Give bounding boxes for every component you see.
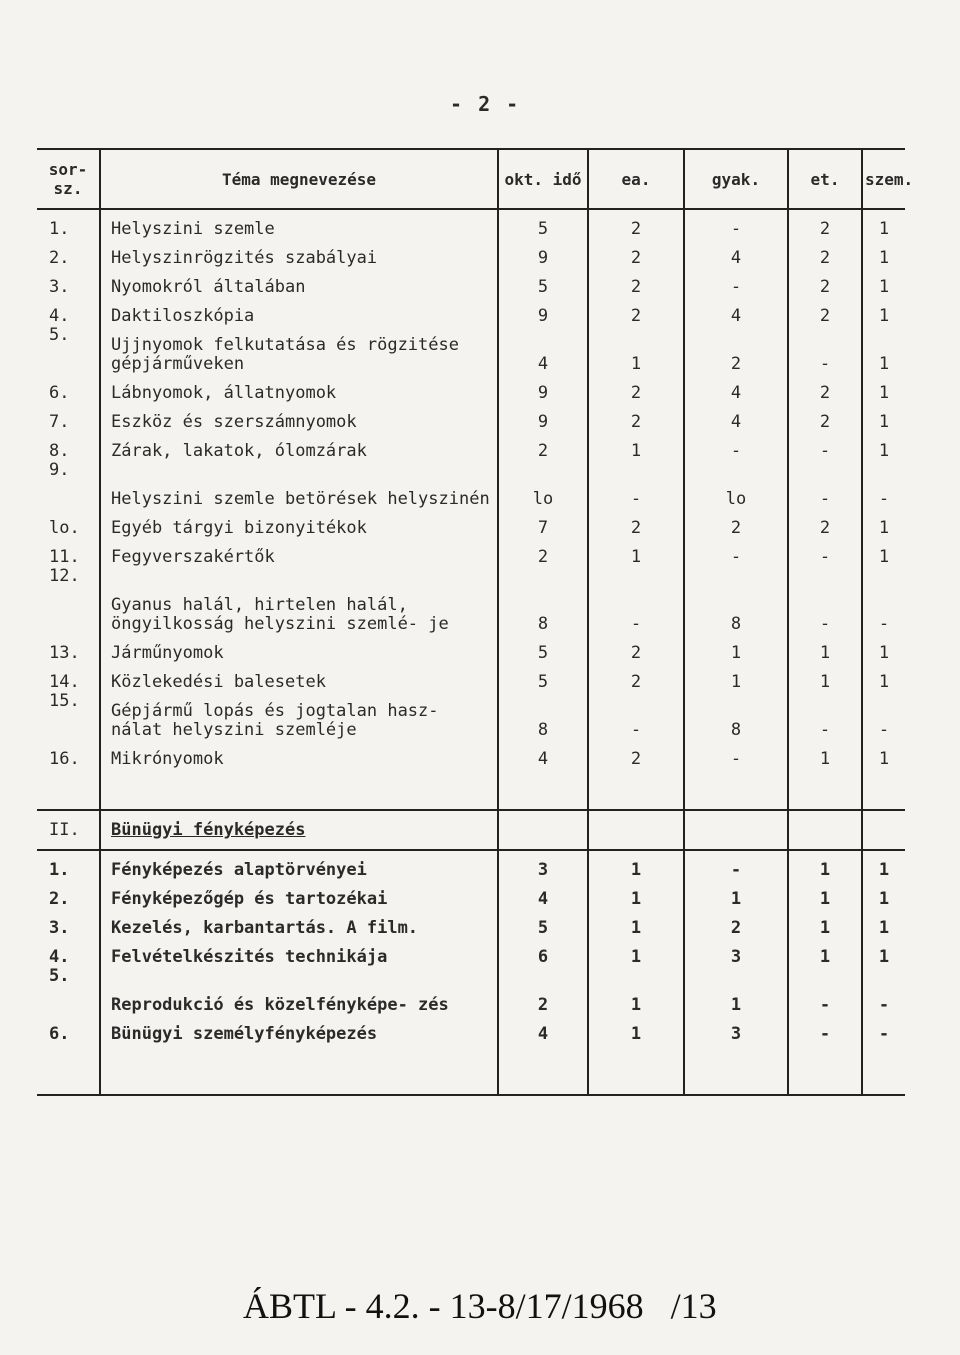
table-row [37,461,905,509]
row-number: 3. [49,277,70,297]
row-ea: 1 [588,909,684,938]
row-time: 5 [498,663,588,692]
row-et: 1 [788,909,862,938]
row-ea: 1 [588,326,684,374]
row-gyak: 1 [684,880,788,909]
row-gyak: 4 [684,297,788,326]
row-szem: - [862,967,905,1015]
row-gyak: 2 [684,509,788,538]
row-et: 1 [788,850,862,880]
row-gyak: 3 [684,1015,788,1044]
row-number: 14. [49,672,80,692]
row-et: 1 [788,880,862,909]
table-row [37,567,905,634]
row-szem: 1 [862,268,905,297]
row-szem: 1 [862,326,905,374]
row-ea: 2 [588,663,684,692]
row-szem: 1 [862,880,905,909]
row-number: 4. [49,947,70,967]
row-szem: 1 [862,297,905,326]
row-ea: - [588,692,684,740]
row-gyak: - [684,850,788,880]
table-row [37,909,905,938]
row-gyak: - [684,268,788,297]
row-topic: Nyomokról általában [100,268,498,297]
table-row [37,740,905,769]
row-time: 4 [498,1015,588,1044]
row-time: 3 [498,850,588,880]
row-et: - [788,461,862,509]
row-ea: 2 [588,374,684,403]
row-szem: 1 [862,663,905,692]
row-number: 15. [49,691,80,711]
row-ea: 1 [588,1015,684,1044]
row-szem: 1 [862,909,905,938]
section-number: II. [37,810,100,850]
table-row [37,938,905,967]
row-szem: 1 [862,850,905,880]
row-szem: 1 [862,432,905,461]
row-time: 9 [498,374,588,403]
row-topic: Fényképezőgép és tartozékai [100,880,498,909]
row-number: 2. [49,248,70,268]
row-et: 2 [788,374,862,403]
row-time: 4 [498,326,588,374]
row-number: 8. [49,441,70,461]
row-time: 9 [498,239,588,268]
col-header-ea: ea. [588,149,684,209]
row-number: 5. [49,325,70,345]
row-time: 2 [498,538,588,567]
row-szem: 1 [862,509,905,538]
row-et: 1 [788,663,862,692]
row-number: 5. [49,966,70,986]
row-number: 2. [49,889,70,909]
row-time: 5 [498,634,588,663]
row-et: 2 [788,268,862,297]
row-topic: Egyéb tárgyi bizonyitékok [100,509,498,538]
row-time: 8 [498,692,588,740]
section2-body [37,850,905,1095]
col-header-et: et. [788,149,862,209]
table-bottom [37,1044,905,1095]
row-ea: 2 [588,239,684,268]
row-time: 9 [498,403,588,432]
row-ea: 1 [588,850,684,880]
row-et: - [788,326,862,374]
row-topic: Daktiloszkópia [100,297,498,326]
table-row [37,297,905,326]
row-gyak: 2 [684,909,788,938]
row-et: 2 [788,509,862,538]
row-number: 6. [49,1024,70,1044]
table-row [37,509,905,538]
row-ea: 2 [588,740,684,769]
section1-body [37,209,905,810]
row-et: 1 [788,740,862,769]
row-szem: - [862,567,905,634]
row-et: 2 [788,403,862,432]
row-ea: 2 [588,268,684,297]
row-topic: Eszköz és szerszámnyomok [100,403,498,432]
row-topic: Reprodukció és közelfényképe- zés [100,967,498,1015]
page-number: - 2 - [450,92,521,116]
row-ea: 2 [588,297,684,326]
col-header-topic: Téma megnevezése [100,149,498,209]
row-et: - [788,967,862,1015]
row-ea: - [588,567,684,634]
row-ea: - [588,461,684,509]
row-szem: - [862,461,905,509]
section-spacer [37,769,905,810]
row-time: 5 [498,268,588,297]
row-gyak: 8 [684,567,788,634]
row-et: 2 [788,209,862,239]
row-szem: 1 [862,239,905,268]
row-time: 2 [498,967,588,1015]
table-row [37,403,905,432]
row-number: 16. [49,749,80,769]
row-ea: 2 [588,509,684,538]
row-number: 11. [49,547,80,567]
row-topic: Járműnyomok [100,634,498,663]
table-row [37,692,905,740]
row-topic: Ujjnyomok felkutatása és rögzitése gépjárműveken [100,326,498,374]
row-time: 7 [498,509,588,538]
row-topic: Felvételkészités technikája [100,938,498,967]
row-et: - [788,538,862,567]
row-ea: 2 [588,634,684,663]
row-et: 1 [788,634,862,663]
row-gyak: 3 [684,938,788,967]
row-ea: 2 [588,209,684,239]
row-time: 4 [498,740,588,769]
row-gyak: 8 [684,692,788,740]
table-row [37,850,905,880]
table-row [37,239,905,268]
table-row [37,374,905,403]
row-et: - [788,432,862,461]
row-time: 5 [498,909,588,938]
row-et: 2 [788,297,862,326]
row-number: 3. [49,918,70,938]
row-gyak: 1 [684,634,788,663]
row-topic: Bünügyi személyfényképezés [100,1015,498,1044]
row-gyak: - [684,209,788,239]
row-et: - [788,567,862,634]
row-time: 6 [498,938,588,967]
row-time: 5 [498,209,588,239]
row-szem: - [862,692,905,740]
col-header-szem: szem. [862,149,905,209]
row-gyak: 2 [684,326,788,374]
table-row [37,268,905,297]
row-topic: Helyszini szemle [100,209,498,239]
row-topic: Kezelés, karbantartás. A film. [100,909,498,938]
table-row [37,634,905,663]
archive-reference: ÁBTL - 4.2. - 13-8/17/1968 /13 [243,1286,717,1326]
row-time: 8 [498,567,588,634]
section2-header [37,810,905,850]
row-number: 1. [49,860,70,880]
row-time: 2 [498,432,588,461]
table-row [37,663,905,692]
row-number: 13. [49,643,80,663]
row-number: 9. [49,460,70,480]
row-ea: 2 [588,403,684,432]
row-number: lo. [49,518,80,538]
section-title: Bünügyi fényképezés [100,810,498,850]
row-szem: 1 [862,938,905,967]
row-gyak: - [684,538,788,567]
row-et: 2 [788,239,862,268]
row-szem: 1 [862,403,905,432]
row-gyak: - [684,740,788,769]
row-ea: 1 [588,880,684,909]
row-gyak: 1 [684,967,788,1015]
row-number: 1. [49,219,70,239]
row-topic: Gépjármű lopás és jogtalan hasz- nálat helyszini szemléje [100,692,498,740]
row-topic: Fegyverszakértők [100,538,498,567]
row-et: 1 [788,938,862,967]
row-time: 4 [498,880,588,909]
table-row [37,209,905,239]
row-topic: Közlekedési balesetek [100,663,498,692]
row-gyak: - [684,432,788,461]
row-time: lo [498,461,588,509]
row-gyak: lo [684,461,788,509]
col-header-gyak: gyak. [684,149,788,209]
row-number: 6. [49,383,70,403]
row-szem: 1 [862,538,905,567]
col-header-time: okt. idő [498,149,588,209]
table-row [37,538,905,567]
row-ea: 1 [588,938,684,967]
row-gyak: 4 [684,239,788,268]
row-topic: Lábnyomok, állatnyomok [100,374,498,403]
row-et: - [788,692,862,740]
row-number: 4. [49,306,70,326]
col-header-sorsz: sor- sz. [37,149,100,209]
row-szem: 1 [862,634,905,663]
row-ea: 1 [588,432,684,461]
row-number: 12. [49,566,80,586]
section-heading-row [37,810,905,850]
row-szem: 1 [862,740,905,769]
table-row [37,880,905,909]
row-ea: 1 [588,538,684,567]
row-gyak: 1 [684,663,788,692]
row-topic: Gyanus halál, hirtelen halál, öngyilkosság helyszini szemlé- je [100,567,498,634]
row-topic: Mikrónyomok [100,740,498,769]
table-header-row [37,149,905,209]
row-ea: 1 [588,967,684,1015]
row-time: 9 [498,297,588,326]
row-gyak: 4 [684,374,788,403]
curriculum-table [37,148,914,1096]
row-et: - [788,1015,862,1044]
row-topic: Helyszinrögzités szabályai [100,239,498,268]
row-topic: Helyszini szemle betörések helyszinén [100,461,498,509]
row-szem: 1 [862,374,905,403]
row-gyak: 4 [684,403,788,432]
row-szem: 1 [862,209,905,239]
row-szem: - [862,1015,905,1044]
table-row [37,1015,905,1044]
table-row [37,967,905,1015]
table-row [37,432,905,461]
row-topic: Fényképezés alaptörvényei [100,850,498,880]
row-number: 7. [49,412,70,432]
row-topic: Zárak, lakatok, ólomzárak [100,432,498,461]
table-row [37,326,905,374]
